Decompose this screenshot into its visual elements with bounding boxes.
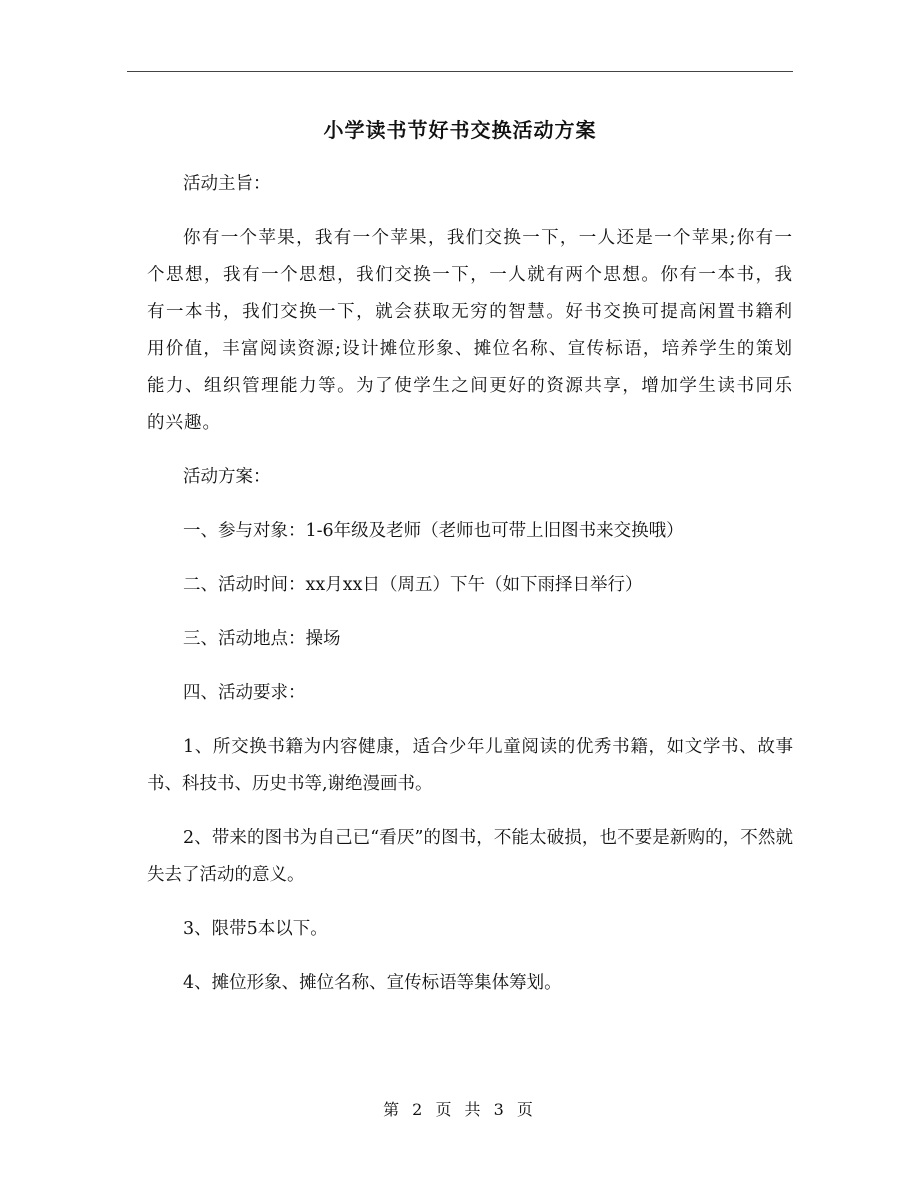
plan-item-requirements: 四、活动要求： [183,683,306,703]
requirement-2: 2、带来的图书为自己已“看厌”的图书，不能太破损，也不要是新购的，不然就失去了活动的意义。 [147,828,793,885]
plan-item-time: 二、活动时间：xx月xx日（周五）下午（如下雨择日举行） [183,575,643,595]
requirement-1: 1、所交换书籍为内容健康，适合少年儿童阅读的优秀书籍，如文学书、故事书、科技书、历史书等,谢绝漫画书。 [147,737,793,794]
page-number: 第 2 页 共 3 页 [383,1100,537,1119]
section-heading-purpose: 活动主旨： [183,174,271,194]
paragraph-intro: 你有一个苹果，我有一个苹果，我们交换一下，一人还是一个苹果;你有一个思想，我有一个思想，我们交换一下，一人就有两个思想。你有一本书，我有一本书，我们交换一下，就会获取无穷的智慧。好书交换可提高闲置书籍利用价值，丰富阅读资源;设计摊位形象、摊位名称、宣传标语，培养学生的策划能力、组织管理能力等。为了使学生之间更好的资源共享，增加学生读书同乐的兴趣。 [147,228,793,433]
plan-item-location: 三、活动地点：操场 [183,629,341,649]
document-body [147,166,793,1019]
section-heading-plan: 活动方案： [183,467,271,487]
document-title: 小学读书节好书交换活动方案 [323,118,597,142]
requirement-4: 4、摊位形象、摊位名称、宣传标语等集体筹划。 [183,973,562,993]
requirement-3: 3、限带5本以下。 [183,919,328,939]
header-rule [127,71,793,72]
plan-item-participants: 一、参与对象：1-6年级及老师（老师也可带上旧图书来交换哦） [183,521,684,541]
